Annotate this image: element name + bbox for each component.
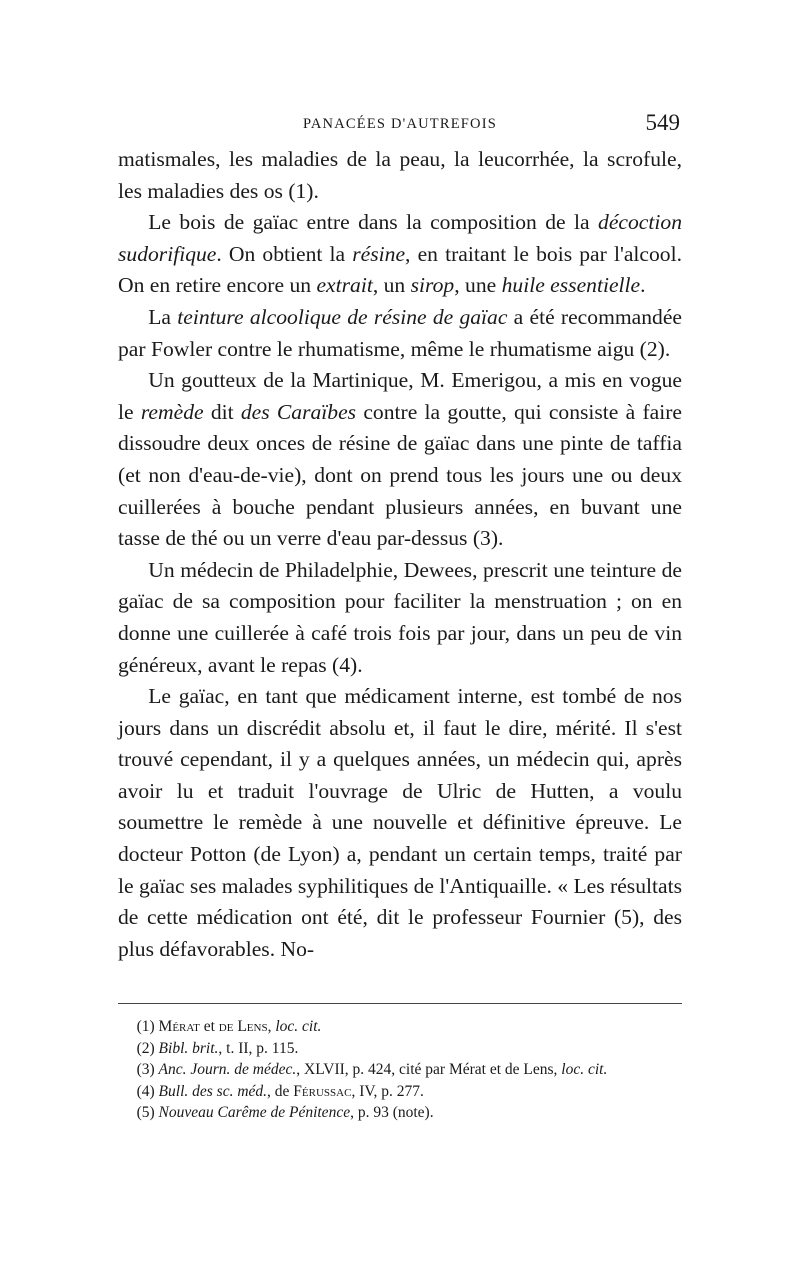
text-run: . On obtient la xyxy=(216,241,353,266)
footnote xyxy=(118,1102,682,1123)
italic-text: extrait xyxy=(316,273,373,298)
running-title: PANACÉES D'AUTREFOIS xyxy=(302,116,498,132)
text-run: , un xyxy=(372,273,411,298)
italic-text: remède xyxy=(140,399,204,424)
footnote xyxy=(118,1016,682,1037)
text-run: , une xyxy=(454,273,502,298)
footnote xyxy=(118,1038,682,1059)
footnote xyxy=(118,1081,682,1102)
text-run: dit xyxy=(203,399,241,424)
footnote-rule xyxy=(118,1003,682,1004)
text-run: , de xyxy=(267,1082,294,1100)
text-run: La xyxy=(148,304,178,329)
text-run: Un médecin de Philadelphie, Dewees, prescrit une teinture de gaïac de sa composition pour faciliter la menstruation ; on en donne une cuillerée à café trois fois par jour, dans un peu de vin généreux, avant le repas (4). xyxy=(118,557,682,677)
text-run: contre la goutte, qui consiste à faire dissoudre deux onces de résine de gaïac dans une pinte de taffia (et non d'eau-de-vie), dont on prend tous les jours une ou deux cuillerées à bouche pendant plusieurs années, en buvant une tasse de thé ou un verre d'eau par-dessus (3). xyxy=(118,399,683,551)
paragraph xyxy=(118,555,682,681)
paragraph xyxy=(118,207,682,302)
italic-text: Nouveau Carême de Pénitence xyxy=(158,1104,351,1122)
text-run: Un goutteux de la Martinique, M. Emerigou, a mis en vogue le xyxy=(118,368,682,424)
body-text xyxy=(118,144,682,965)
text-run: (3) xyxy=(136,1061,159,1079)
paragraph xyxy=(118,681,682,965)
book-page xyxy=(118,110,682,1123)
text-run: (1) xyxy=(136,1018,159,1036)
text-run: (2) xyxy=(136,1039,159,1057)
paragraph xyxy=(118,302,682,365)
text-run: a été recommandée par Fowler contre le rhumatisme, même le rhumatisme aigu (2). xyxy=(118,304,683,361)
italic-text: Bull. des sc. méd. xyxy=(158,1082,268,1100)
paragraph xyxy=(118,144,682,207)
text-run: , IV, p. 277. xyxy=(351,1082,424,1100)
italic-text: Anc. Journ. de médec. xyxy=(158,1061,297,1079)
text-run: (5) xyxy=(136,1104,159,1122)
italic-text: teinture alcoolique de résine de gaïac xyxy=(177,304,508,329)
text-run: Le gaïac, en tant que médicament interne, est tombé de nos jours dans un discrédit absolu et, il faut le dire, mérité. Il s'est trouvé cependant, il y a quelques années, un médecin qui, après avoir lu et traduit l'ouvrage de Ulric de Hutten, a voulu soumettre le remède à une nouvelle et définitive épreuve. Le docteur Potton (de Lyon) a, pendant un certain temps, traité par le gaïac ses malades syphilitiques de l'Antiquaille. « Les résultats de cette médication ont été, dit le professeur Fournier (5), des plus défavorables. No- xyxy=(118,684,682,961)
small-caps-text: de Lens xyxy=(218,1018,268,1036)
italic-text: résine xyxy=(352,241,406,266)
italic-text: Bibl. brit. xyxy=(158,1039,219,1057)
text-run: matismales, les maladies de la peau, la leucorrhée, la scrofule, les maladies des os (1). xyxy=(118,147,682,203)
footnote xyxy=(118,1059,682,1080)
paragraph xyxy=(118,365,682,555)
text-run: et xyxy=(199,1018,219,1036)
italic-text: loc. cit. xyxy=(275,1018,322,1036)
italic-text: huile essentielle xyxy=(501,273,641,298)
small-caps-text: Mérat xyxy=(158,1018,200,1036)
footnotes xyxy=(118,1016,682,1123)
page-number: 549 xyxy=(645,110,680,135)
italic-text: loc. cit. xyxy=(561,1061,608,1079)
small-caps-text: Férussac xyxy=(293,1082,352,1100)
text-run: , XLVII, p. 424, cité par Mérat et de Lens, xyxy=(296,1061,562,1079)
italic-text: sirop xyxy=(410,273,455,298)
text-run: , xyxy=(267,1018,276,1036)
text-run: , p. 93 (note). xyxy=(350,1104,434,1122)
text-run: Le bois de gaïac entre dans la composition de la xyxy=(148,210,599,235)
italic-text: des Caraïbes xyxy=(240,399,357,424)
text-run: . xyxy=(640,273,646,298)
text-run: , en traitant le bois par l'alcool. On en retire encore un xyxy=(118,241,682,298)
text-run: , t. II, p. 115. xyxy=(218,1039,299,1057)
italic-text: décoction sudorifique xyxy=(118,210,682,266)
text-run: (4) xyxy=(136,1082,159,1100)
page-header xyxy=(118,110,682,144)
